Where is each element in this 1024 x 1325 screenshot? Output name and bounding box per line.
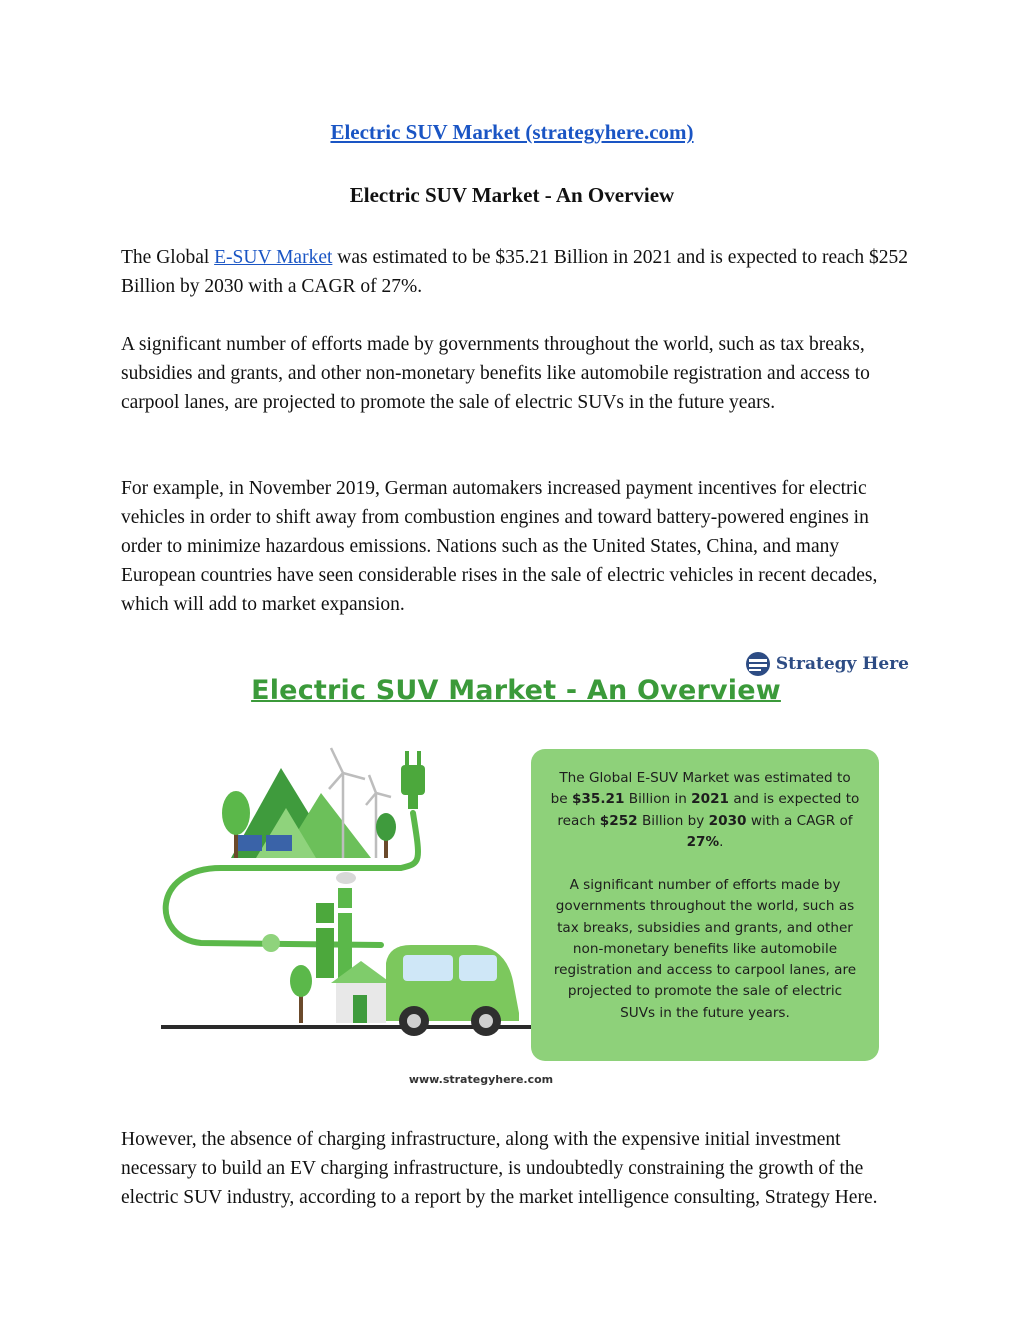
website-url: www.strategyhere.com: [408, 1073, 554, 1086]
p1-text-before: The Global: [121, 247, 215, 268]
infographic-image: [121, 643, 911, 1093]
p1-text-after: was estimated to be $35.21 Billion in 2021 and is expected to reach $252 Billion by 2030 with a CAGR of 27%.: [121, 247, 909, 297]
value-2030-size: $252: [599, 812, 638, 829]
ev-ecology-illustration: [121, 723, 531, 1063]
esuv-market-link[interactable]: E-SUV Market: [214, 247, 333, 268]
paragraph-constraints: However, the absence of charging infrastructure, along with the expensive initial investment necessary to build an EV charging infrastructure, is undoubtedly constraining the growth of the electric SUV industry, according to a report by the market intelligence consulting, Strategy Here.: [121, 1129, 878, 1208]
source-link[interactable]: Electric SUV Market (strategyhere.com): [330, 120, 694, 144]
paragraph-example: For example, in November 2019, German automakers increased payment incentives for electric vehicles in order to shift away from combustion engines and toward battery-powered engines in order to minimize hazardous emissions. Nations such as the United States, China, and many European countries have seen considerable rises in the sale of electric vehicles in recent decades, which will add to market expansion.: [121, 478, 878, 615]
page-heading: Electric SUV Market - An Overview: [349, 183, 675, 207]
callout-market-size: The Global E-SUV Market was estimated to be $35.21 Billion in 2021 and is expected to reach $252 Billion by 2030 with a CAGR of 27%.: [550, 770, 860, 850]
stats-callout-box: [531, 749, 879, 1061]
value-cagr: 27%: [686, 833, 720, 850]
value-base-year: 2021: [691, 791, 730, 808]
callout-government-efforts: A significant number of efforts made by governments throughout the world, such as tax breaks, subsidies and grants, and other non-monetary benefits like automobile registration and access to carpool lanes, are projected to promote the sale of electric SUVs in the future years.: [553, 877, 857, 1021]
paragraph-market-size: [121, 243, 911, 301]
value-target-year: 2030: [708, 812, 747, 829]
small-tree-icon: [262, 934, 312, 1023]
infographic-title: Electric SUV Market - An Overview: [251, 675, 781, 706]
strategy-here-logo-icon: [744, 650, 772, 678]
factory-icon: [316, 872, 356, 978]
electric-suv-icon: [386, 945, 519, 1036]
plug-icon: [401, 751, 425, 809]
brand-name: Strategy Here: [775, 654, 909, 674]
value-2021-size: $35.21: [571, 791, 625, 808]
paragraph-government-efforts: A significant number of efforts made by governments throughout the world, such as tax breaks, subsidies and grants, and other non-monetary benefits like automobile registration and access to carpool lanes, are projected to promote the sale of electric SUVs in the future years.: [121, 334, 870, 413]
